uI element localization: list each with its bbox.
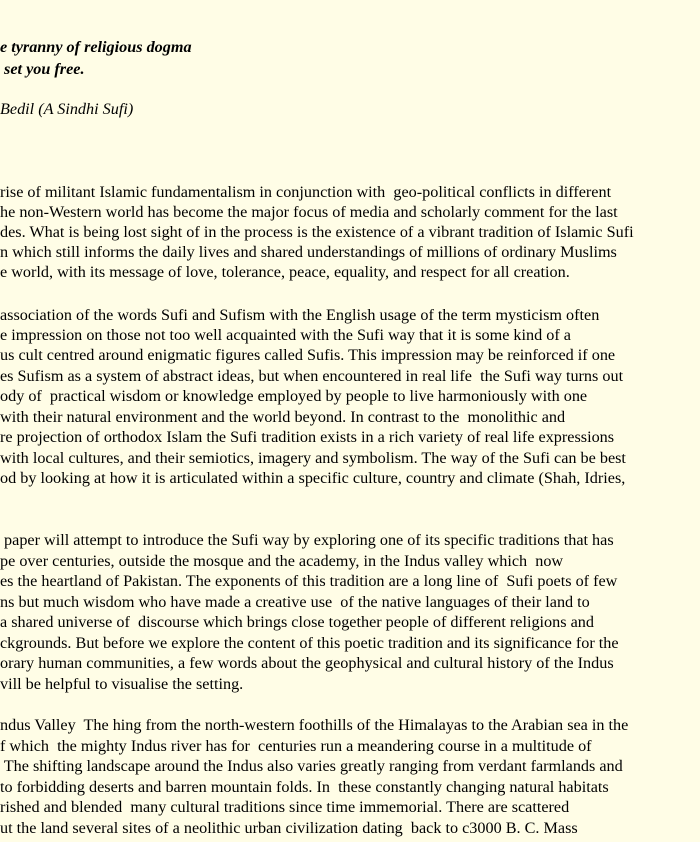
paragraph-3-line-4: ns but much wisdom who have made a creative use of the native languages of their land to	[0, 593, 590, 611]
paragraph-4-line-5: rished and blended many cultural traditions since time immemorial. There are scattered	[0, 798, 570, 816]
paragraph-4-line-3: The shifting landscape around the Indus also varies greatly ranging from verdant farmlands and	[0, 757, 623, 775]
paragraph-1-line-2: he non-Western world has become the major focus of media and scholarly comment for the last	[0, 203, 618, 221]
paragraph-2-line-4: es Sufism as a system of abstract ideas, but when encountered in real life the Sufi way turns out	[0, 367, 624, 385]
paragraph-1-line-3: des. What is being lost sight of in the process is the existence of a vibrant tradition of Islamic Sufi	[0, 223, 634, 241]
paragraph-1-line-1: rise of militant Islamic fundamentalism in conjunction with geo-political conflicts in different	[0, 183, 612, 201]
paragraph-3-line-8: vill be helpful to visualise the setting.	[0, 675, 244, 693]
paragraph-3-line-2: pe over centuries, outside the mosque and the academy, in the Indus valley which now	[0, 552, 564, 570]
paragraph-4-line-6: ut the land several sites of a neolithic urban civilization dating back to c3000 B. C. Mass	[0, 819, 578, 837]
paragraph-2-line-9: od by looking at how it is articulated within a specific culture, country and climate (Shah, Idries,	[0, 469, 626, 487]
paragraph-2-line-3: us cult centred around enigmatic figures called Sufis. This impression may be reinforced if one	[0, 346, 616, 364]
paragraph-3-line-7: orary human communities, a few words about the geophysical and cultural history of the Indus	[0, 654, 614, 672]
paragraph-3-line-1: paper will attempt to introduce the Sufi way by exploring one of its specific traditions that has	[0, 531, 614, 549]
epigraph-line-2: set you free.	[0, 60, 85, 78]
paragraph-2-line-5: ody of practical wisdom or knowledge employed by people to live harmoniously with one	[0, 387, 588, 405]
epigraph-attribution: Bedil (A Sindhi Sufi)	[0, 100, 134, 118]
paragraph-2-line-6: with their natural environment and the world beyond. In contrast to the monolithic and	[0, 408, 566, 426]
paragraph-1-line-5: e world, with its message of love, tolerance, peace, equality, and respect for all creation.	[0, 263, 570, 281]
paragraph-3-line-3: es the heartland of Pakistan. The exponents of this tradition are a long line of Sufi poets of few	[0, 572, 618, 590]
paragraph-4-line-2: f which the mighty Indus river has for centuries run a meandering course in a multitude of	[0, 737, 592, 755]
paragraph-4-line-4: to forbidding deserts and barren mountain folds. In these constantly changing natural habitats	[0, 778, 609, 796]
paragraph-3-line-5: a shared universe of discourse which brings close together people of different religions and	[0, 613, 594, 631]
paragraph-3-line-6: ckgrounds. But before we explore the content of this poetic tradition and its significance for the	[0, 634, 619, 652]
paragraph-2-line-1: association of the words Sufi and Sufism with the English usage of the term mysticism often	[0, 306, 600, 324]
paragraph-2-line-8: with local cultures, and their semiotics, imagery and symbolism. The way of the Sufi can be best	[0, 449, 626, 467]
paragraph-2-line-7: re projection of orthodox Islam the Sufi tradition exists in a rich variety of real life expressions	[0, 428, 615, 446]
epigraph-line-1: e tyranny of religious dogma	[0, 38, 192, 56]
paragraph-2-line-2: e impression on those not too well acquainted with the Sufi way that it is some kind of a	[0, 326, 571, 344]
paragraph-4-line-1: ndus Valley The hing from the north-western foothills of the Himalayas to the Arabian sea in the	[0, 716, 629, 734]
paragraph-1-line-4: n which still informs the daily lives and shared understandings of millions of ordinary Muslims	[0, 243, 617, 261]
